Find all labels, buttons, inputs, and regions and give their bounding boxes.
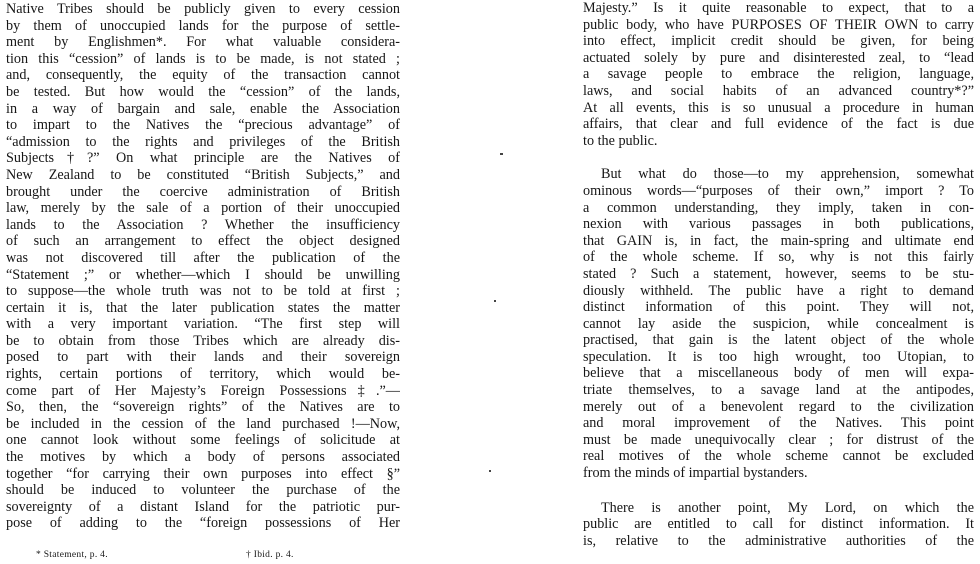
text-line: should be induced to volunteer the purchase of the [6, 482, 400, 499]
right-paragraph-2 [583, 166, 974, 481]
left-text-block [6, 0, 400, 532]
footnote-ibid: † Ibid. p. 4. [246, 550, 294, 560]
gutter-speck [494, 300, 496, 302]
text-line: in a way of bargain and sale, enable the Association [6, 100, 400, 117]
text-line: “Statement ;” or whether—which I should be unwilling [6, 266, 400, 283]
text-line: one cannot look without some feelings of solicitude at [6, 432, 400, 449]
text-line: sovereignty of a distant Island for the patriotic pur- [6, 498, 400, 515]
text-line: rights, certain portions of territory, which would be- [6, 366, 400, 383]
text-line: Native Tribes should be publicly given to every cession [6, 1, 400, 17]
text-line: laws, and social habits of an advanced country*?” [583, 82, 974, 99]
text-line: There is another point, My Lord, on which the [601, 499, 974, 516]
text-line: a common understanding, they imply, taken in con- [583, 199, 974, 216]
text-line: posed to part with their lands and their sovereign [6, 349, 400, 366]
text-line: the motives by which a body of persons associated [6, 449, 400, 466]
text-line: certain it is, that the later publication states the matter [6, 299, 400, 316]
text-line: be included in the cession of the land purchased !—Now, [6, 415, 400, 432]
text-line: with a very important variation. “The first step will [6, 316, 400, 333]
text-line: must be made unequivocally clear ; for distrust of the [583, 431, 974, 448]
text-line: At all events, this is so unusual a procedure in human [583, 99, 974, 116]
text-line: brought under the coercive administration of British [6, 183, 400, 200]
text-line: “admission to the rights and privileges of the British [6, 133, 400, 150]
text-line: speculation. It is too high wrought, too Utopian, to [583, 348, 974, 365]
footnotes [6, 550, 400, 564]
text-line: from the minds of impartial bystanders. [583, 465, 808, 482]
text-line: believe that a miscellaneous body of men will expa- [583, 365, 974, 382]
text-line: ominous words—“purposes of their own,” import ? To [583, 182, 974, 199]
text-line: affairs, that clear and full evidence of the fact is due [583, 116, 974, 133]
gutter-speck [489, 470, 491, 472]
left-page [6, 0, 400, 563]
right-page [583, 0, 974, 563]
text-line: nexion with various passages in both publications, [583, 216, 974, 233]
right-paragraph-3 [583, 500, 974, 550]
text-line: together “for carrying their own purposes into effect §” [6, 465, 400, 482]
text-line: actuated solely by pure and disinterested zeal, to “lead [583, 49, 974, 66]
text-line: lands to the Association ? Whether the insufficiency [6, 216, 400, 233]
text-line: to impart to the Natives the “precious advantage” of [6, 117, 400, 134]
text-line: practised, that gain is the latent object of the whole [583, 332, 974, 349]
text-line: cannot lay aside the suspicion, while concealment is [583, 315, 974, 332]
text-line: be to obtain from those Tribes which are already dis- [6, 332, 400, 349]
text-line: Subjects†?” On what principle are the Natives of [6, 150, 400, 167]
text-line: merely out of a benevolent regard to the civilization [583, 398, 974, 415]
text-line: that GAIN is, in fact, the main-spring and ultimate end [583, 232, 974, 249]
text-line: triate themselves, to a savage land at the antipodes, [583, 382, 974, 399]
text-line: pose of adding to the “foreign possessions of Her [6, 515, 400, 532]
text-line: a savage people to embrace the religion, language, [583, 66, 974, 83]
text-line: But what do those—to my apprehension, somewhat [601, 166, 974, 183]
text-line: by them of unoccupied lands for the purpose of settle- [6, 17, 400, 34]
text-line: diously withheld. The public have a right to demand [583, 282, 974, 299]
text-line: is, relative to the administrative authorities of the [583, 532, 974, 549]
text-line: be tested. But how would the “cession” of the lands, [6, 83, 400, 100]
text-line: law, merely by the sale of a portion of their unoccupied [6, 200, 400, 217]
text-line: distinct information of this point. They will not, [583, 299, 974, 316]
text-line: New Zealand to be constituted “British Subjects,” and [6, 166, 400, 183]
text-line: of such an arrangement to effect the object designed [6, 233, 400, 250]
text-line: Majesty.” Is it quite reasonable to expect, that to a [583, 0, 974, 16]
text-line: to suppose—the whole truth was not to be told at first ; [6, 283, 400, 300]
text-line: was not discovered till after the publication of the [6, 249, 400, 266]
text-line: come part of Her Majesty’s Foreign Possessions‡.”— [6, 382, 400, 399]
text-line: stated ? Such a statement, however, seems to be stu- [583, 265, 974, 282]
text-line: of the whole scheme. If so, why is not this fairly [583, 249, 974, 266]
text-line: into effect, implicit credit should be given, for being [583, 33, 974, 50]
right-paragraph-1 [583, 0, 974, 149]
text-line: real motives of the whole scheme cannot be excluded [583, 448, 974, 465]
text-line: and, consequently, the equity of the transaction cannot [6, 67, 400, 84]
text-line: and moral improvement of the Natives. This point [583, 415, 974, 432]
text-line: public body, who have PURPOSES OF THEIR OWN to carry [583, 16, 974, 33]
gutter-speck [500, 153, 503, 155]
text-line: public are entitled to call for distinct information. It [583, 516, 974, 533]
text-line: tion this “cession” of lands is to be made, is not stated ; [6, 50, 400, 67]
text-line: to the public. [583, 132, 658, 149]
text-line: So, then, the “sovereign rights” of the Natives are to [6, 399, 400, 416]
text-line: ment by Englishmen*. For what valuable considera- [6, 34, 400, 51]
footnote-statement: * Statement, p. 4. [36, 550, 108, 560]
